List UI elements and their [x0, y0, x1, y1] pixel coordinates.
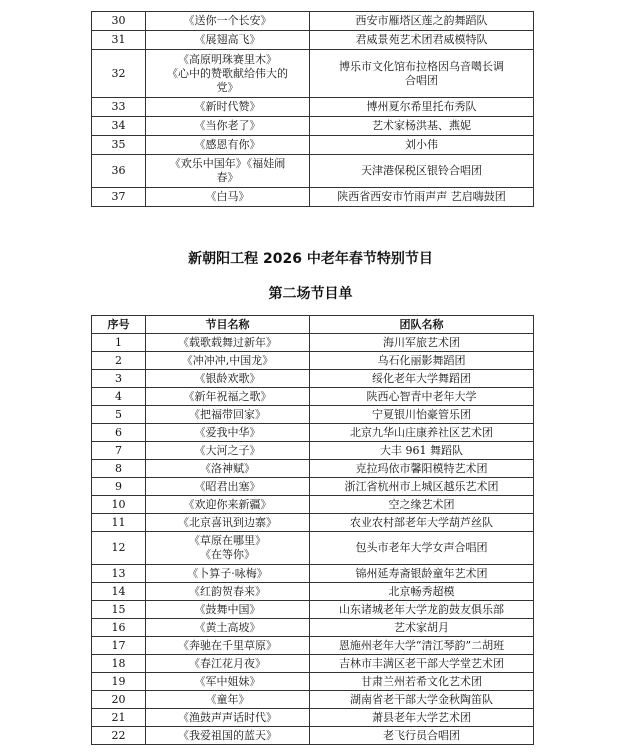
cell-program-name: 《春江花月夜》 — [146, 655, 310, 673]
cell-number: 11 — [92, 514, 146, 532]
cell-number: 19 — [92, 673, 146, 691]
cell-number: 22 — [92, 727, 146, 745]
cell-team-name: 农业农村部老年大学葫芦丝队 — [310, 514, 534, 532]
cell-team-name: 绥化老年大学舞蹈团 — [310, 370, 534, 388]
cell-number: 7 — [92, 442, 146, 460]
table-row — [92, 727, 534, 745]
cell-number: 9 — [92, 478, 146, 496]
cell-number: 5 — [92, 406, 146, 424]
table-row — [92, 673, 534, 691]
cell-number: 6 — [92, 424, 146, 442]
cell-team-name: 艺术家杨洪基、燕妮 — [310, 117, 534, 136]
cell-team-name: 宁夏银川怡豪管乐团 — [310, 406, 534, 424]
cell-program-name: 《白马》 — [146, 188, 310, 207]
table-row — [92, 188, 534, 207]
table-row — [92, 565, 534, 583]
cell-number: 15 — [92, 601, 146, 619]
table-row — [92, 478, 534, 496]
cell-program-name: 《银龄欢歌》 — [146, 370, 310, 388]
table-row — [92, 601, 534, 619]
cell-number: 12 — [92, 532, 146, 565]
cell-team-name: 包头市老年大学女声合唱团 — [310, 532, 534, 565]
cell-number: 18 — [92, 655, 146, 673]
cell-team-name: 天津港保税区银铃合唱团 — [310, 155, 534, 188]
table-row — [92, 370, 534, 388]
cell-number: 21 — [92, 709, 146, 727]
table-header-row — [92, 316, 534, 334]
cell-team-name: 空之缘艺术团 — [310, 496, 534, 514]
table-row — [92, 532, 534, 565]
cell-number: 2 — [92, 352, 146, 370]
table-row — [92, 388, 534, 406]
cell-team-name: 北京九华山庄康养社区艺术团 — [310, 424, 534, 442]
cell-number: 32 — [92, 50, 146, 98]
cell-number: 34 — [92, 117, 146, 136]
cell-program-name: 《爱我中华》 — [146, 424, 310, 442]
cell-program-name: 《高原明珠赛里木》 《心中的赞歌献给伟大的 党》 — [146, 50, 310, 98]
cell-program-name: 《草原在哪里》 《在等你》 — [146, 532, 310, 565]
cell-program-name: 《鼓舞中国》 — [146, 601, 310, 619]
cell-program-name: 《洛神赋》 — [146, 460, 310, 478]
cell-program-name: 《载歌载舞过新年》 — [146, 334, 310, 352]
cell-program-name: 《欢迎你来新疆》 — [146, 496, 310, 514]
table-row — [92, 460, 534, 478]
cell-team-name: 刘小伟 — [310, 136, 534, 155]
cell-program-name: 《送你一个长安》 — [146, 12, 310, 31]
cell-number: 36 — [92, 155, 146, 188]
cell-team-name: 山东诸城老年大学龙韵鼓友俱乐部 — [310, 601, 534, 619]
cell-team-name: 陕西省西安市竹雨声声 艺启嗨鼓团 — [310, 188, 534, 207]
cell-team-name: 萧县老年大学艺术团 — [310, 709, 534, 727]
cell-team-name: 恩施州老年大学“清江琴韵”二胡班 — [310, 637, 534, 655]
cell-team-name: 浙江省杭州市上城区越乐艺术团 — [310, 478, 534, 496]
cell-team-name: 海川军旅艺术团 — [310, 334, 534, 352]
cell-team-name: 博乐市文化馆布拉格因乌音噶长调 合唱团 — [310, 50, 534, 98]
cell-program-name: 《新年祝福之歌》 — [146, 388, 310, 406]
cell-number: 4 — [92, 388, 146, 406]
cell-team-name: 吉林市丰满区老干部大学堂艺术团 — [310, 655, 534, 673]
header-program-name: 节目名称 — [146, 316, 310, 334]
table-row — [92, 334, 534, 352]
page-title: 新朝阳工程 2026 中老年春节特别节目 — [188, 251, 433, 267]
cell-program-name: 《把福带回家》 — [146, 406, 310, 424]
table-row — [92, 31, 534, 50]
cell-program-name: 《冲冲冲,中国龙》 — [146, 352, 310, 370]
cell-team-name: 老飞行员合唱团 — [310, 727, 534, 745]
table-row — [92, 637, 534, 655]
cell-team-name: 西安市雁塔区莲之韵舞蹈队 — [310, 12, 534, 31]
table-row — [92, 496, 534, 514]
cell-team-name: 甘肃兰州若希文化艺术团 — [310, 673, 534, 691]
table-row — [92, 691, 534, 709]
cell-team-name: 北京畅秀超模 — [310, 583, 534, 601]
cell-team-name: 锦州延寿斋银龄童年艺术团 — [310, 565, 534, 583]
cell-program-name: 《大河之子》 — [146, 442, 310, 460]
table-row — [92, 514, 534, 532]
table-row — [92, 619, 534, 637]
cell-program-name: 《当你老了》 — [146, 117, 310, 136]
cell-program-name: 《展翅高飞》 — [146, 31, 310, 50]
program-table-part2-body — [92, 334, 534, 745]
section-subtitle: 第二场节目单 — [268, 286, 353, 302]
cell-program-name: 《欢乐中国年》《福娃闹 春》 — [146, 155, 310, 188]
cell-number: 30 — [92, 12, 146, 31]
cell-number: 14 — [92, 583, 146, 601]
header-number: 序号 — [92, 316, 146, 334]
cell-number: 1 — [92, 334, 146, 352]
table-row — [92, 117, 534, 136]
cell-program-name: 《我爱祖国的蓝天》 — [146, 727, 310, 745]
cell-program-name: 《军中姐妹》 — [146, 673, 310, 691]
table-row — [92, 709, 534, 727]
cell-program-name: 《红韵贺春来》 — [146, 583, 310, 601]
cell-team-name: 乌石化丽影舞蹈团 — [310, 352, 534, 370]
table-row — [92, 442, 534, 460]
cell-team-name: 博州夏尔希里托布秀队 — [310, 98, 534, 117]
cell-program-name: 《北京喜讯到边寨》 — [146, 514, 310, 532]
cell-team-name: 艺术家胡月 — [310, 619, 534, 637]
cell-team-name: 陕西心智青中老年大学 — [310, 388, 534, 406]
cell-program-name: 《感恩有你》 — [146, 136, 310, 155]
cell-number: 8 — [92, 460, 146, 478]
cell-number: 13 — [92, 565, 146, 583]
program-table-part1-body — [92, 12, 534, 207]
cell-team-name: 大丰 961 舞蹈队 — [310, 442, 534, 460]
cell-number: 3 — [92, 370, 146, 388]
cell-number: 16 — [92, 619, 146, 637]
table-row — [92, 583, 534, 601]
table-row — [92, 50, 534, 98]
table-row — [92, 424, 534, 442]
header-team-name: 团队名称 — [310, 316, 534, 334]
cell-number: 33 — [92, 98, 146, 117]
cell-number: 31 — [92, 31, 146, 50]
cell-number: 17 — [92, 637, 146, 655]
cell-team-name: 君威景苑艺术团君威模特队 — [310, 31, 534, 50]
cell-number: 10 — [92, 496, 146, 514]
cell-program-name: 《昭君出塞》 — [146, 478, 310, 496]
table-row — [92, 352, 534, 370]
cell-number: 37 — [92, 188, 146, 207]
cell-program-name: 《卜算子·咏梅》 — [146, 565, 310, 583]
cell-number: 20 — [92, 691, 146, 709]
cell-number: 35 — [92, 136, 146, 155]
table-row — [92, 155, 534, 188]
cell-team-name: 克拉玛依市馨阳模特艺术团 — [310, 460, 534, 478]
program-table-part1 — [91, 11, 534, 207]
table-row — [92, 406, 534, 424]
table-row — [92, 136, 534, 155]
table-row — [92, 12, 534, 31]
cell-program-name: 《奔驰在千里草原》 — [146, 637, 310, 655]
cell-program-name: 《渔鼓声声话时代》 — [146, 709, 310, 727]
table-row — [92, 655, 534, 673]
cell-team-name: 湖南省老干部大学金秋陶笛队 — [310, 691, 534, 709]
cell-program-name: 《童年》 — [146, 691, 310, 709]
cell-program-name: 《黄土高坡》 — [146, 619, 310, 637]
program-table-part2 — [91, 315, 534, 745]
table-row — [92, 98, 534, 117]
cell-program-name: 《新时代赞》 — [146, 98, 310, 117]
